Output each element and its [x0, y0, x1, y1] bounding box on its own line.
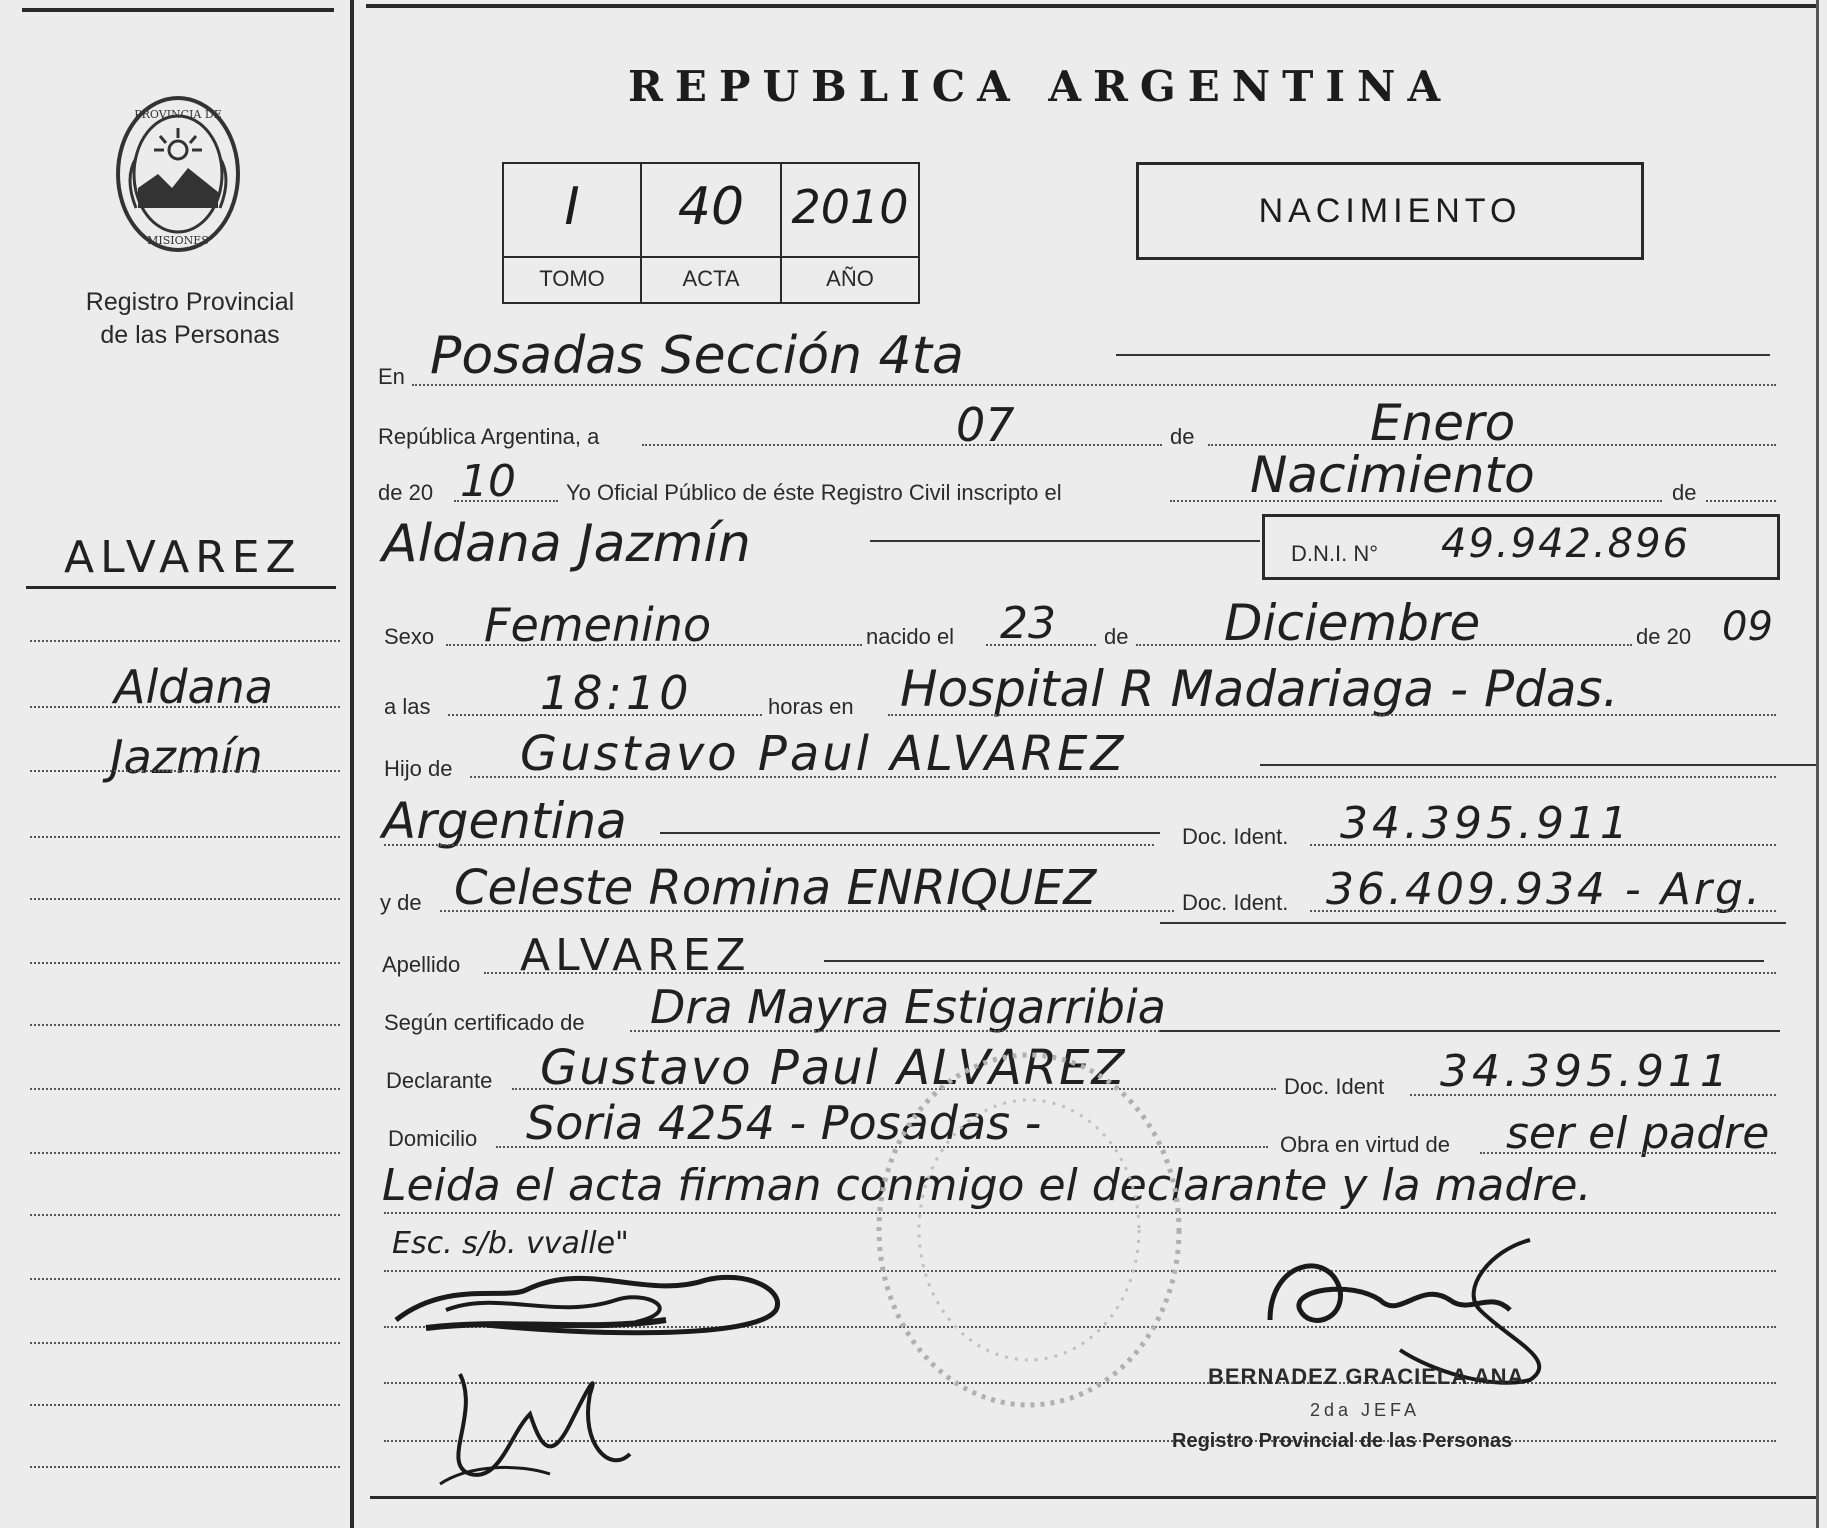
year-value: 10: [460, 456, 516, 507]
alas-label: a las: [384, 694, 431, 719]
declarante-label: Declarante: [386, 1068, 493, 1093]
obra-value: ser el padre: [1506, 1108, 1770, 1159]
anio-value: 2010: [791, 180, 909, 234]
republica-label: República Argentina, a: [378, 424, 600, 449]
father-nationality: Argentina: [382, 792, 627, 850]
de20-label: de 20: [378, 480, 434, 505]
yde-label: y de: [380, 890, 422, 915]
doc-ident-label-3: Doc. Ident: [1284, 1074, 1385, 1099]
round-stamp-icon: [864, 1040, 1194, 1420]
de20-label-2: de 20: [1636, 624, 1692, 649]
father-name: Gustavo Paul ALVAREZ: [520, 726, 1127, 782]
month-value: Enero: [1370, 394, 1516, 452]
official-signature: [1230, 1210, 1590, 1390]
dni-box: [1262, 514, 1780, 580]
document-type-box: [1136, 162, 1644, 260]
mother-doc: 36.409.934 - Arg.: [1326, 864, 1763, 915]
domicilio-value: Soria 4254 - Posadas -: [526, 1096, 1042, 1150]
erratum-note: Esc. s/b. vvalle": [392, 1226, 629, 1261]
record-box: [502, 162, 920, 304]
apellido-label: Apellido: [382, 952, 461, 977]
dni-value: 49.942.896: [1441, 521, 1691, 567]
country-title: REPUBLICA ARGENTINA: [627, 62, 1453, 111]
en-label: En: [378, 364, 405, 389]
sexo-label: Sexo: [384, 624, 435, 649]
de-label-2: de: [1672, 480, 1697, 505]
tomo-value: I: [564, 177, 580, 237]
birth-place: Hospital R Madariaga - Pdas.: [900, 660, 1619, 718]
bottom-border: [370, 1496, 1816, 1499]
official-name: BERNADEZ GRACIELA ANA: [1208, 1364, 1525, 1389]
segun-label: Según certificado de: [384, 1010, 585, 1035]
certifier-name: Dra Mayra Estigarribia: [650, 980, 1166, 1034]
registry-line-1: Registro Provincial: [85, 288, 295, 316]
document-type: NACIMIENTO: [1258, 192, 1522, 230]
anio-label-cell: [780, 256, 920, 304]
provincial-seal-icon: [108, 88, 248, 258]
mother-signature: [430, 1354, 650, 1494]
acta-label: ACTA: [682, 266, 740, 291]
obra-label: Obra en virtud de: [1280, 1132, 1450, 1157]
official-role: 2da JEFA: [1310, 1400, 1421, 1420]
tomo-label-cell: [502, 256, 642, 304]
father-doc: 34.395.911: [1340, 798, 1632, 849]
seal-text-top: PROVINCIA DE: [134, 108, 222, 121]
de-label: de: [1170, 424, 1195, 449]
margin-name-2: Jazmín: [110, 730, 263, 784]
acta-label-cell: [640, 256, 782, 304]
top-main-border: [366, 4, 1816, 8]
horas-label: horas en: [768, 694, 854, 719]
birth-time: 18:10: [540, 666, 693, 720]
seal-text-bottom: MISIONES: [147, 234, 209, 247]
declarante-signature: [386, 1240, 806, 1350]
tomo-label: TOMO: [539, 266, 605, 291]
tomo-value-cell: [502, 162, 642, 258]
nacido-label: nacido el: [866, 624, 955, 649]
doc-ident-label-2: Doc. Ident.: [1182, 890, 1289, 915]
child-name: Aldana Jazmín: [382, 514, 751, 574]
declarante-doc: 34.395.911: [1440, 1046, 1732, 1097]
official-office: Registro Provincial de las Personas: [1172, 1430, 1513, 1452]
mother-name: Celeste Romina ENRIQUEZ: [454, 860, 1097, 916]
registry-line-2: de las Personas: [100, 321, 280, 349]
domicilio-label: Domicilio: [388, 1126, 478, 1151]
dni-label: D.N.I. N°: [1291, 541, 1379, 566]
acta-value: 40: [677, 177, 745, 237]
anio-value-cell: [780, 162, 920, 258]
birth-day: 23: [1000, 598, 1056, 649]
de-label-3: de: [1104, 624, 1129, 649]
sexo-value: Femenino: [484, 598, 712, 652]
apellido-value: ALVAREZ: [520, 930, 751, 981]
anio-label: AÑO: [826, 266, 874, 291]
day-value: 07: [956, 398, 1015, 452]
registry-name: [40, 286, 340, 352]
top-left-border: [22, 8, 334, 12]
closing-statement: Leida el acta firman conmigo el declarante y la madre.: [382, 1160, 1592, 1211]
column-divider: [350, 0, 354, 1528]
right-border: [1816, 0, 1819, 1528]
oficial-label: Yo Oficial Público de éste Registro Civil inscripto el: [566, 480, 1062, 505]
declarante-name: Gustavo Paul ALVAREZ: [540, 1040, 1127, 1096]
margin-surname: ALVAREZ: [64, 532, 302, 583]
birth-year: 09: [1722, 604, 1773, 650]
inscription-type: Nacimiento: [1250, 446, 1535, 504]
birth-month: Diciembre: [1224, 594, 1481, 652]
place-section: Posadas Sección 4ta: [430, 326, 964, 386]
hijo-label: Hijo de: [384, 756, 453, 781]
doc-ident-label: Doc. Ident.: [1182, 824, 1289, 849]
margin-surname-underline: [26, 586, 336, 589]
margin-name-1: Aldana: [114, 660, 273, 714]
acta-value-cell: [640, 162, 782, 258]
